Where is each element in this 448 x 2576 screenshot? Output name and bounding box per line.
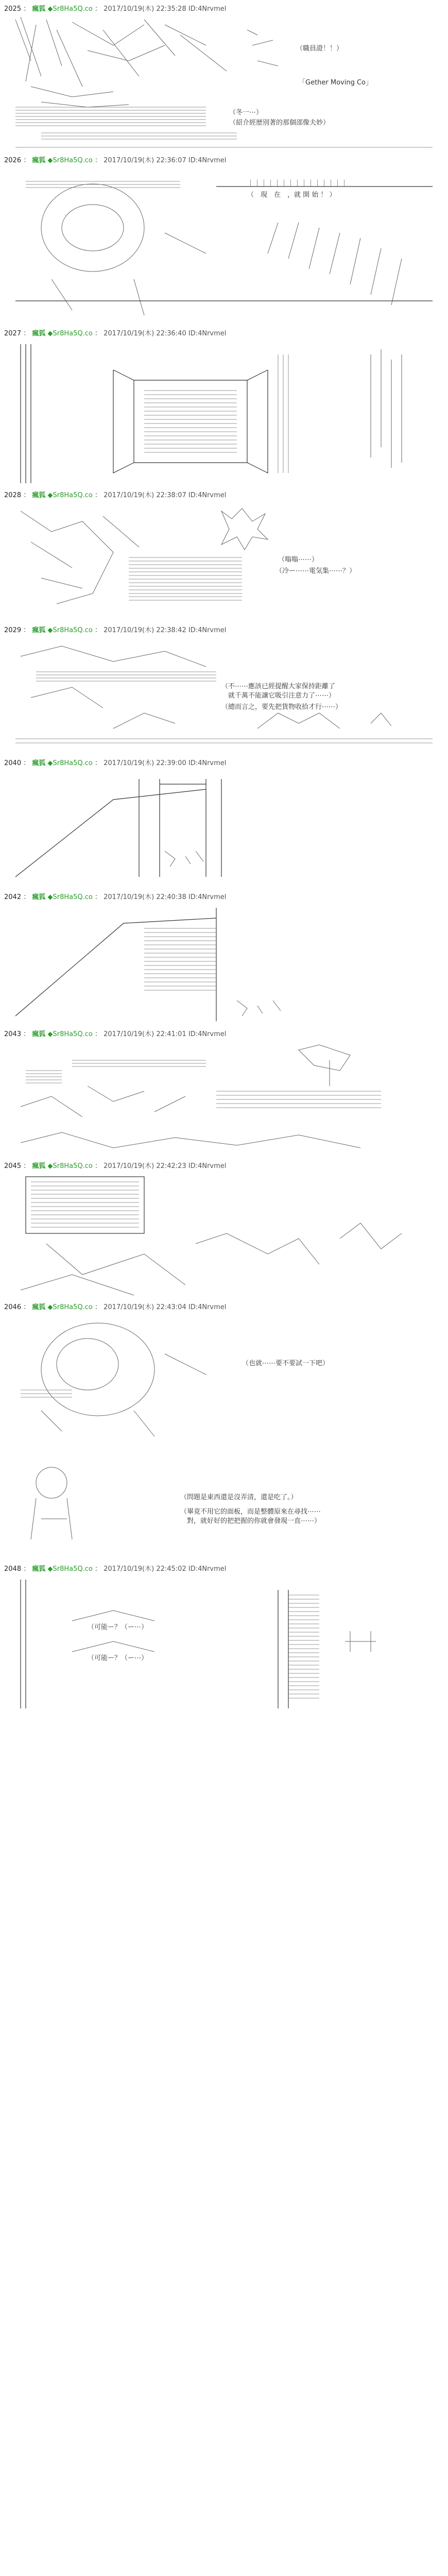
post-id[interactable]: ID:4Nrvmel	[188, 1565, 227, 1573]
poster-trip: ◆Sr8Ha5Q.co	[47, 492, 93, 499]
post-number[interactable]: 2028	[4, 492, 22, 499]
speech-line: 對，就好好的把把握的你就會發現一直⋯⋯）	[180, 1517, 321, 1525]
poster-trip: ◆Sr8Ha5Q.co	[47, 330, 93, 337]
post-number[interactable]: 2048	[4, 1565, 22, 1573]
ascii-art	[10, 903, 438, 1025]
speech-line: （不⋯⋯應該已經提醒大家保持距離了	[221, 683, 336, 690]
poster-trip: ◆Sr8Ha5Q.co	[47, 626, 93, 634]
post-header: 2027 ： 瘋狐 ◆Sr8Ha5Q.co ： 2017/10/19(木) 22:36:40 ID:4Nrvmel	[4, 330, 227, 337]
post-datetime: 2017/10/19(木) 22:39:00	[104, 759, 186, 767]
ascii-art	[10, 1574, 438, 1711]
poster-name: 瘋狐	[32, 1565, 46, 1573]
post-header: 2048 ： 瘋狐 ◆Sr8Ha5Q.co ： 2017/10/19(木) 22:45:02 ID:4Nrvmel	[4, 1565, 227, 1573]
post-id[interactable]: ID:4Nrvmel	[188, 759, 227, 767]
poster-name: 瘋狐	[32, 1303, 46, 1311]
ascii-art-drawing	[10, 501, 438, 621]
post-number[interactable]: 2042	[4, 893, 22, 901]
post-2043	[0, 1028, 448, 1158]
poster-name: 瘋狐	[32, 492, 46, 499]
post-datetime: 2017/10/19(木) 22:38:42	[104, 626, 186, 634]
post-2040	[0, 757, 448, 889]
post-id[interactable]: ID:4Nrvmel	[188, 157, 227, 164]
post-datetime: 2017/10/19(木) 22:43:04	[104, 1303, 186, 1311]
poster-trip: ◆Sr8Ha5Q.co	[47, 157, 93, 164]
post-id[interactable]: ID:4Nrvmel	[188, 626, 227, 634]
poster-name: 瘋狐	[32, 1030, 46, 1038]
post-header: 2029 ： 瘋狐 ◆Sr8Ha5Q.co ： 2017/10/19(木) 22:38:42 ID:4Nrvmel	[4, 626, 227, 634]
post-datetime: 2017/10/19(木) 22:42:23	[104, 1162, 186, 1170]
speech-line: （冷ー⋯⋯電気集⋯⋯？）	[275, 567, 356, 575]
post-header: 2043 ： 瘋狐 ◆Sr8Ha5Q.co ： 2017/10/19(木) 22:41:01 ID:4Nrvmel	[4, 1030, 227, 1038]
post-header: 2025 ： 瘋狐 ◆Sr8Ha5Q.co ： 2017/10/19(木) 22:35:28 ID:4Nrvmel	[4, 5, 227, 13]
post-number[interactable]: 2027	[4, 330, 22, 337]
speech-line: （畢竟不用它的面板，而是整體原來在尋找⋯⋯	[180, 1508, 321, 1516]
post-id[interactable]: ID:4Nrvmel	[188, 893, 227, 901]
ascii-art	[10, 14, 438, 152]
post-header: 2040 ： 瘋狐 ◆Sr8Ha5Q.co ： 2017/10/19(木) 22:39:00 ID:4Nrvmel	[4, 759, 227, 767]
post-datetime: 2017/10/19(木) 22:36:07	[104, 157, 186, 164]
ascii-art-drawing	[10, 769, 438, 888]
poster-name: 瘋狐	[32, 893, 46, 901]
speech-line: （職員證！！）	[296, 45, 343, 53]
post-2045	[0, 1160, 448, 1299]
ascii-art	[10, 1040, 438, 1157]
post-2046	[0, 1301, 448, 1561]
post-header: 2042 ： 瘋狐 ◆Sr8Ha5Q.co ： 2017/10/19(木) 22:40:38 ID:4Nrvmel	[4, 893, 227, 901]
post-datetime: 2017/10/19(木) 22:40:38	[104, 893, 186, 901]
speech-line: （總而言之，要先把貨物收拾才行⋯⋯）	[221, 703, 342, 711]
post-datetime: 2017/10/19(木) 22:41:01	[104, 1030, 186, 1038]
poster-trip: ◆Sr8Ha5Q.co	[47, 1162, 93, 1170]
post-2042	[0, 891, 448, 1026]
speech-line: （問題是東西還是沒弄清，還是吃了。）	[180, 1494, 298, 1501]
post-number[interactable]: 2045	[4, 1162, 22, 1170]
post-datetime: 2017/10/19(木) 22:38:07	[104, 492, 186, 499]
post-number[interactable]: 2025	[4, 5, 22, 13]
post-id[interactable]: ID:4Nrvmel	[188, 330, 227, 337]
post-id[interactable]: ID:4Nrvmel	[188, 5, 227, 13]
poster-trip: ◆Sr8Ha5Q.co	[47, 5, 93, 13]
speech-line: （紹介經歴別著的那個邵像夫妙）	[229, 119, 330, 127]
poster-trip: ◆Sr8Ha5Q.co	[47, 759, 93, 767]
post-2027	[0, 328, 448, 487]
post-header: 2028 ： 瘋狐 ◆Sr8Ha5Q.co ： 2017/10/19(木) 22:38:07 ID:4Nrvmel	[4, 492, 227, 499]
ascii-art-drawing	[10, 1040, 438, 1157]
speech-line: （冬一⋯）	[229, 109, 263, 116]
ascii-art	[10, 166, 438, 323]
post-header: 2026 ： 瘋狐 ◆Sr8Ha5Q.co ： 2017/10/19(木) 22:36:07 ID:4Nrvmel	[4, 157, 227, 164]
ascii-art-drawing	[10, 166, 438, 323]
speech-line: （可能ー？（ー⋯）	[88, 1623, 148, 1631]
speech-line: （ 現 在 ，就 開 始 ！ ）	[247, 191, 336, 199]
post-datetime: 2017/10/19(木) 22:36:40	[104, 330, 186, 337]
ascii-art-drawing	[10, 339, 438, 486]
ascii-art-drawing	[10, 1172, 438, 1298]
poster-name: 瘋狐	[32, 1162, 46, 1170]
post-id[interactable]: ID:4Nrvmel	[188, 1162, 227, 1170]
poster-name: 瘋狐	[32, 626, 46, 634]
post-2048	[0, 1563, 448, 1713]
post-2025	[0, 3, 448, 152]
poster-name: 瘋狐	[32, 759, 46, 767]
poster-name: 瘋狐	[32, 330, 46, 337]
speech-line: （也就⋯⋯要不要試一下吧）	[242, 1360, 330, 1367]
ascii-art	[10, 769, 438, 888]
poster-name: 瘋狐	[32, 157, 46, 164]
post-id[interactable]: ID:4Nrvmel	[188, 1303, 227, 1311]
post-2029	[0, 624, 448, 755]
speech-line: ｜｜｜｜｜｜｜｜｜｜｜｜｜｜｜	[247, 180, 348, 188]
post-2026	[0, 155, 448, 325]
poster-trip: ◆Sr8Ha5Q.co	[47, 1030, 93, 1038]
poster-name: 瘋狐	[32, 5, 46, 13]
post-id[interactable]: ID:4Nrvmel	[188, 1030, 227, 1038]
ascii-art-drawing	[10, 1574, 438, 1711]
poster-trip: ◆Sr8Ha5Q.co	[47, 1303, 93, 1311]
post-2028	[0, 489, 448, 622]
post-datetime: 2017/10/19(木) 22:35:28	[104, 5, 186, 13]
speech-line: （嗡嗡⋯⋯）	[278, 556, 319, 564]
ascii-art	[10, 1172, 438, 1298]
speech-line: 就千萬不能讓它吸引注意力了⋯⋯）	[221, 692, 336, 700]
ascii-art-drawing	[10, 14, 438, 152]
post-number[interactable]: 2043	[4, 1030, 22, 1038]
ascii-art	[10, 501, 438, 621]
post-number[interactable]: 2029	[4, 626, 22, 634]
ascii-art	[10, 339, 438, 486]
post-datetime: 2017/10/19(木) 22:45:02	[104, 1565, 186, 1573]
poster-trip: ◆Sr8Ha5Q.co	[47, 893, 93, 901]
post-number[interactable]: 2026	[4, 157, 22, 164]
post-number[interactable]: 2040	[4, 759, 22, 767]
ascii-art-drawing	[10, 903, 438, 1025]
speech-line: 「Gether Moving Co」	[299, 79, 373, 87]
post-header: 2045 ： 瘋狐 ◆Sr8Ha5Q.co ： 2017/10/19(木) 22:42:23 ID:4Nrvmel	[4, 1162, 227, 1170]
speech-line: （可能ー？（ー⋯）	[88, 1654, 148, 1662]
post-number[interactable]: 2046	[4, 1303, 22, 1311]
post-header: 2046 ： 瘋狐 ◆Sr8Ha5Q.co ： 2017/10/19(木) 22:43:04 ID:4Nrvmel	[4, 1303, 227, 1311]
poster-trip: ◆Sr8Ha5Q.co	[47, 1565, 93, 1573]
post-id[interactable]: ID:4Nrvmel	[188, 492, 227, 499]
